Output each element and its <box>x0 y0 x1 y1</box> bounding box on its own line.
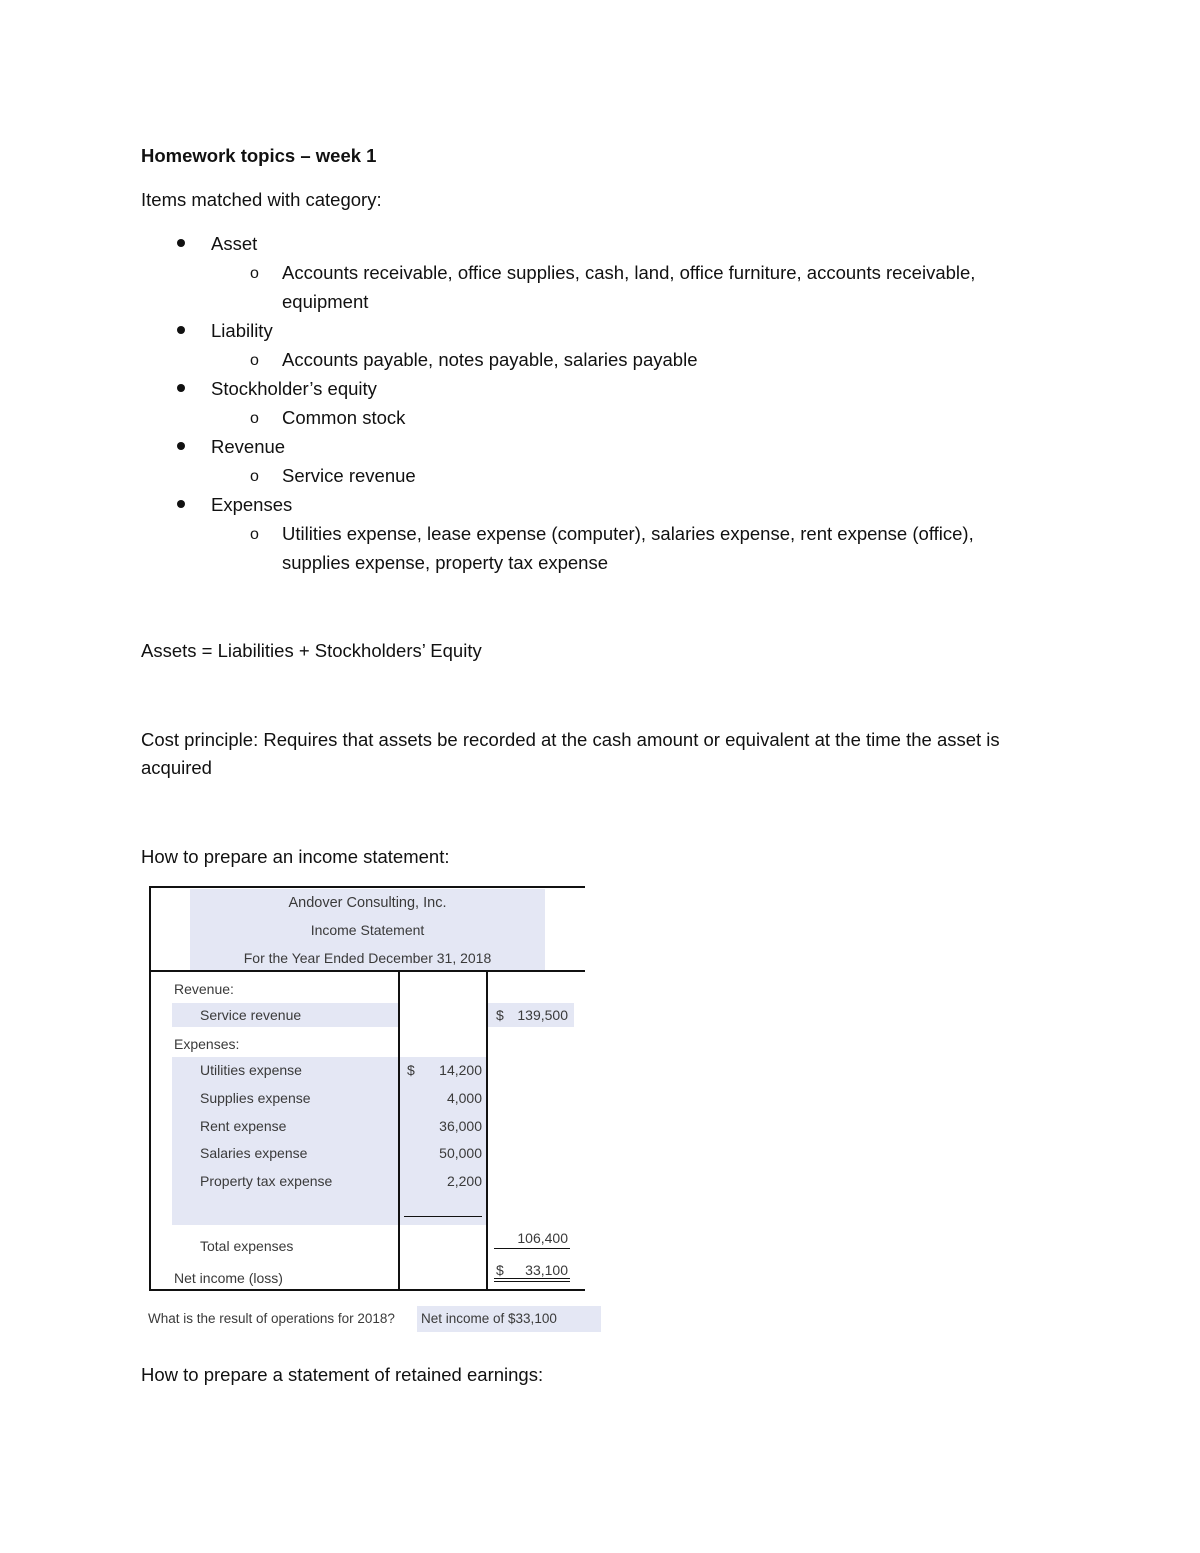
expense-value: 14,200 <box>439 1062 482 1078</box>
bullet-icon <box>177 500 185 508</box>
category-revenue: Revenue <box>211 436 286 457</box>
circle-bullet-icon: o <box>250 265 259 282</box>
expense-label: Rent expense <box>200 1118 287 1134</box>
expense-value: 4,000 <box>446 1090 482 1106</box>
cost-principle-label: Cost principle: <box>141 729 259 750</box>
expense-value: 50,000 <box>439 1145 482 1161</box>
total-expenses-label: Total expenses <box>200 1238 294 1254</box>
expenses-label: Expenses: <box>174 1036 240 1052</box>
total-expenses-rule <box>494 1248 570 1249</box>
header-divider <box>149 970 585 972</box>
expense-value: 2,200 <box>446 1173 482 1189</box>
expenses-items-line2: supplies expense, property tax expense <box>282 552 609 573</box>
table-bottom-border <box>149 1289 585 1291</box>
circle-bullet-icon: o <box>250 468 259 485</box>
net-income-value: 33,100 <box>525 1262 568 1278</box>
bullet-icon <box>177 326 185 334</box>
revenue-items: Service revenue <box>282 465 416 486</box>
expense-label: Property tax expense <box>200 1173 333 1189</box>
cost-principle-text: Requires that assets be recorded at the cash amount or equivalent at the time the asset is <box>258 729 1000 750</box>
revenue-label: Revenue: <box>174 981 234 997</box>
accounting-equation: Assets = Liabilities + Stockholders’ Equity <box>141 640 482 661</box>
expense-value: 36,000 <box>439 1118 482 1134</box>
service-revenue-currency: $ <box>496 1007 504 1023</box>
service-revenue-value: 139,500 <box>517 1007 568 1023</box>
expense-values-shade <box>400 1057 486 1225</box>
circle-bullet-icon: o <box>250 352 259 369</box>
bullet-icon <box>177 384 185 392</box>
net-income-currency: $ <box>496 1262 504 1278</box>
expense-label: Utilities expense <box>200 1062 302 1078</box>
company-name: Andover Consulting, Inc. <box>288 895 447 911</box>
page-title: Homework topics – week 1 <box>141 145 377 166</box>
table-top-border <box>149 886 585 888</box>
category-liability: Liability <box>211 320 273 341</box>
expenses-subtotal-rule <box>404 1216 482 1217</box>
circle-bullet-icon: o <box>250 410 259 427</box>
equity-items: Common stock <box>282 407 406 428</box>
operations-question: What is the result of operations for 2018? <box>148 1311 395 1326</box>
column-divider-1 <box>398 970 400 1291</box>
expense-label: Salaries expense <box>200 1145 308 1161</box>
statement-title: Income Statement <box>310 922 425 938</box>
retained-earnings-heading: How to prepare a statement of retained earnings: <box>141 1364 544 1385</box>
table-left-border <box>149 886 151 1291</box>
circle-bullet-icon: o <box>250 526 259 543</box>
operations-answer: Net income of $33,100 <box>421 1311 557 1326</box>
expense-currency: $ <box>407 1062 415 1078</box>
income-statement-heading: How to prepare an income statement: <box>141 846 450 867</box>
net-income-label: Net income (loss) <box>174 1270 283 1286</box>
category-equity: Stockholder’s equity <box>211 378 377 399</box>
intro-text: Items matched with category: <box>141 189 382 210</box>
column-divider-2 <box>486 970 488 1291</box>
total-expenses-value: 106,400 <box>517 1230 568 1246</box>
bullet-icon <box>177 442 185 450</box>
bullet-icon <box>177 239 185 247</box>
service-revenue-label: Service revenue <box>200 1007 302 1023</box>
liability-items: Accounts payable, notes payable, salaries payable <box>282 349 698 370</box>
category-asset: Asset <box>211 233 258 254</box>
expenses-shade <box>172 1057 398 1225</box>
net-income-double-rule-2 <box>494 1281 570 1282</box>
asset-items-line1: Accounts receivable, office supplies, cash, land, office furniture, accounts receivable, <box>282 262 976 283</box>
cost-principle-line2: acquired <box>141 757 212 778</box>
expenses-items-line1: Utilities expense, lease expense (computer), salaries expense, rent expense (office), <box>282 523 974 544</box>
expense-label: Supplies expense <box>200 1090 311 1106</box>
asset-items-line2: equipment <box>282 291 369 312</box>
cost-principle-line1 <box>141 725 1000 754</box>
statement-period: For the Year Ended December 31, 2018 <box>243 950 492 966</box>
category-expenses: Expenses <box>211 494 293 515</box>
